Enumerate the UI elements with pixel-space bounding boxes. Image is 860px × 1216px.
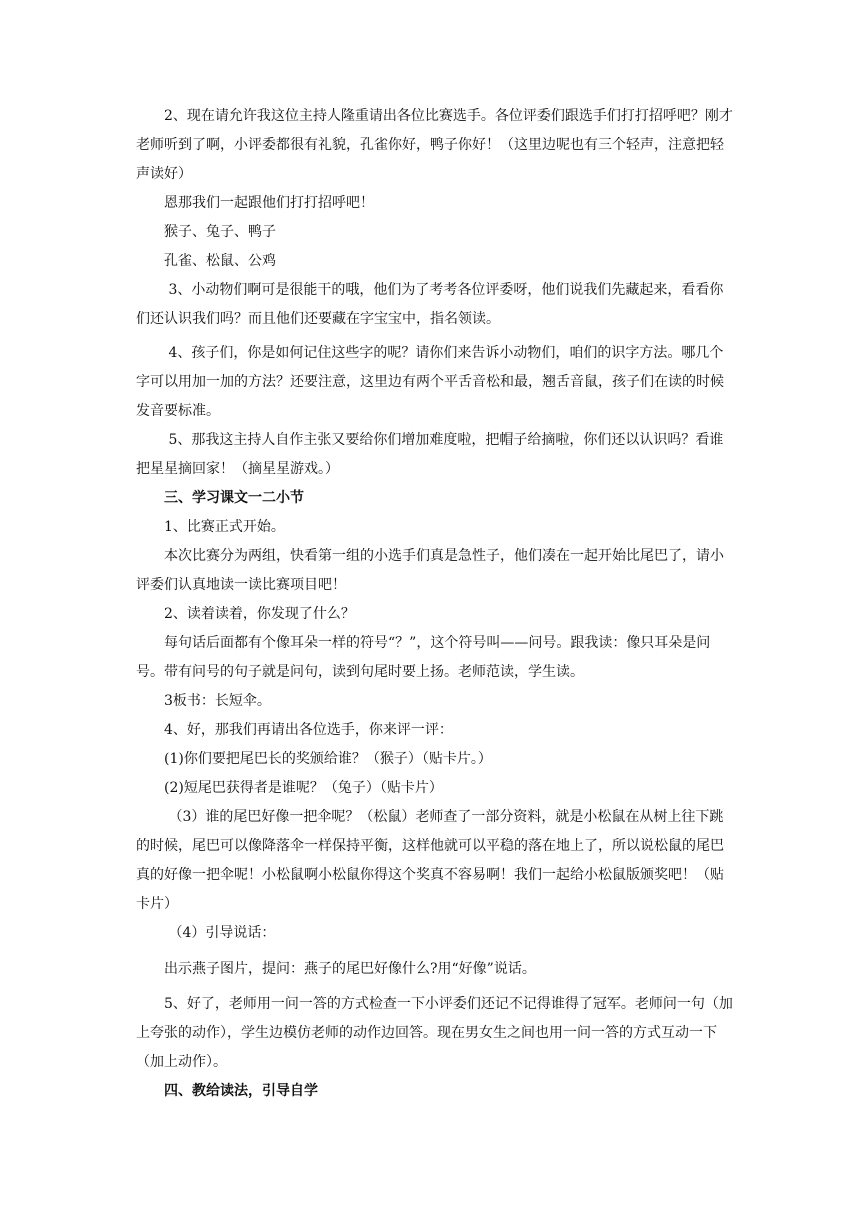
paragraph-board-writing: 3板书：长短伞。 [136, 693, 271, 709]
paragraph-what-found: 2、读着读着，你发现了什么？ [136, 606, 355, 622]
paragraph-5-star-game: 5、那我这主持人自作主张又要给你们增加难度啦，把帽子给摘啦，你们还以认识吗？看谁把星星摘回家！（摘星星游戏。） [136, 432, 724, 477]
paragraph-3-hide-animals: 3、小动物们啊可是很能干的哦，他们为了考考各位评委呀，他们说我们先藏起来，看看你们还认识我们吗？而且他们还要藏在字宝宝中，指名领读。 [136, 282, 724, 327]
section-heading-4: 四、教给读法，引导自学 [136, 1083, 318, 1099]
paragraph-competition-start: 1、比赛正式开始。 [136, 519, 285, 535]
paragraph-question-mark: 每句话后面都有个像耳朵一样的符号“？”，这个符号叫——问号。跟我读：像只耳朵是问号。带有问号的句子就是问句，读到句尾时要上扬。老师范读，学生读。 [136, 635, 711, 680]
paragraph-evaluate: 4、好，那我们再请出各位选手，你来评一评： [136, 722, 453, 738]
paragraph-2-introduce-contestants: 2、现在请允许我这位主持人隆重请出各位比赛选手。各位评委们跟选手们打打招呼吧？刚才老师听到了啊，小评委都很有礼貌，孔雀你好，鸭子你好！（这里边呢也有三个轻声，注意把轻声读好） [136, 108, 733, 182]
item-4-guided-speaking: （4）引导说话： [136, 925, 276, 941]
paragraph-greet-together: 恩那我们一起跟他们打打招呼吧！ [136, 195, 374, 211]
paragraph-swallow-picture: 出示燕子图片，提问：燕子的尾巴好像什么?用“好像”说话。 [136, 961, 536, 977]
animal-list-2: 孔雀、松鼠、公鸡 [136, 253, 276, 269]
paragraph-question-answer: 5、好了，老师用一问一答的方式检查一下小评委们还记不记得谁得了冠军。老师问一句（加上夸张的动作），学生边模仿老师的动作边回答。现在男女生之间也用一问一答的方式互动一下（加上动作）。 [136, 996, 733, 1070]
item-2-short-tail: (2)短尾巴获得者是谁呢？（兔子）（贴卡片） [136, 780, 443, 796]
animal-list-1: 猴子、兔子、鸭子 [136, 224, 276, 240]
paragraph-two-groups: 本次比赛分为两组，快看第一组的小选手们真是急性子，他们凑在一起开始比尾巴了，请小评委们认真地读一读比赛项目吧！ [136, 548, 724, 593]
paragraph-4-literacy-method: 4、孩子们，你是如何记住这些字的呢？请你们来告诉小动物们，咱们的识字方法。哪几个字可以用加一加的方法？还要注意，这里边有两个平舌音松和最，翘舌音鼠，孩子们在读的时候发音要标准。 [136, 345, 724, 419]
section-heading-3: 三、学习课文一二小节 [136, 490, 304, 506]
item-3-umbrella-tail: （3）谁的尾巴好像一把伞呢？（松鼠）老师查了一部分资料，就是小松鼠在从树上往下跳的时候，尾巴可以像降落伞一样保持平衡，这样他就可以平稳的落在地上了，所以说松鼠的尾巴真的好像一把伞呢！小松鼠啊小松鼠你得这个奖真不容易啊！我们一起给小松鼠版颁奖吧！（贴卡片） [136, 809, 724, 912]
item-1-long-tail: (1)你们要把尾巴长的奖颁给谁？（猴子）（贴卡片。） [136, 751, 492, 767]
